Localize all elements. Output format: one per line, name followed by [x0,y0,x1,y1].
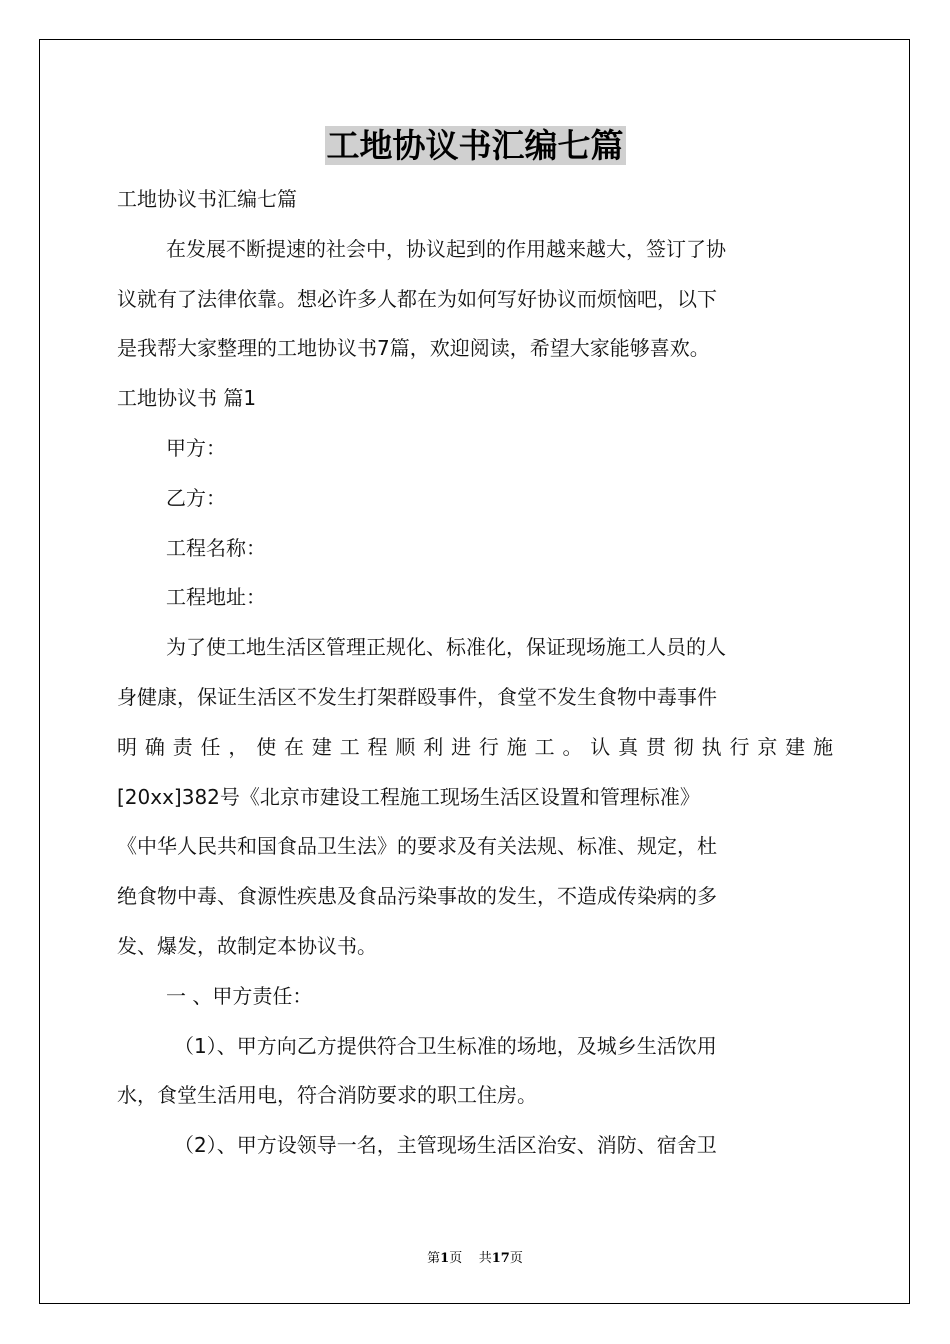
paragraph-line: （2）、甲方设领导一名，主管现场生活区治安、消防、宿舍卫 [174,1133,717,1158]
field-party-a: 甲方： [166,435,226,460]
paragraph-line: 是我帮大家整理的工地协议书7篇，欢迎阅读，希望大家能够喜欢。 [117,336,710,361]
page-suffix: 页 [449,1251,463,1266]
total-prefix: 共 [478,1251,492,1266]
paragraph-line: 水，食堂生活用电，符合消防要求的职工住房。 [117,1083,537,1108]
page-number: 1 [440,1251,450,1266]
paragraph-line: [20xx]382号《北京市建设工程施工现场生活区设置和管理标准》 [117,784,700,809]
total-suffix: 页 [509,1251,523,1266]
paragraph-line: 身健康，保证生活区不发生打架群殴事件，食堂不发生食物中毒事件 [117,684,717,709]
paragraph-line: 发、爆发，故制定本协议书。 [117,933,377,958]
paragraph-line: 明确责任，使在建工程顺利进行施工。认真贯彻执行京建施 [117,734,833,759]
paragraph-line: 在发展不断提速的社会中，协议起到的作用越来越大，签订了协 [166,236,726,261]
subsection-heading: 一 、甲方责任： [166,983,313,1008]
document-title-text: 工地协议书汇编七篇 [326,126,624,165]
paragraph-line: （1）、甲方向乙方提供符合卫生标准的场地，及城乡生活饮用 [174,1033,717,1058]
page-footer [0,1247,950,1266]
field-project-name: 工程名称： [166,535,266,560]
section-heading: 工地协议书 篇1 [117,386,257,411]
document-body [117,175,833,1171]
paragraph-line: 工地协议书汇编七篇 [117,187,297,211]
paragraph-line: 《中华人民共和国食品卫生法》的要求及有关法规、标准、规定，杜 [117,834,717,859]
paragraph-line: 绝食物中毒、食源性疾患及食品污染事故的发生，不造成传染病的多 [117,884,717,909]
field-party-b: 乙方： [166,485,226,510]
paragraph-line: 议就有了法律依靠。想必许多人都在为如何写好协议而烦恼吧，以下 [117,286,717,311]
paragraph-line: 为了使工地生活区管理正规化、标准化，保证现场施工人员的人 [166,635,726,660]
field-project-address: 工程地址： [166,585,266,610]
document-title [0,122,950,170]
page-prefix: 第 [427,1251,441,1266]
total-pages: 17 [491,1251,510,1266]
